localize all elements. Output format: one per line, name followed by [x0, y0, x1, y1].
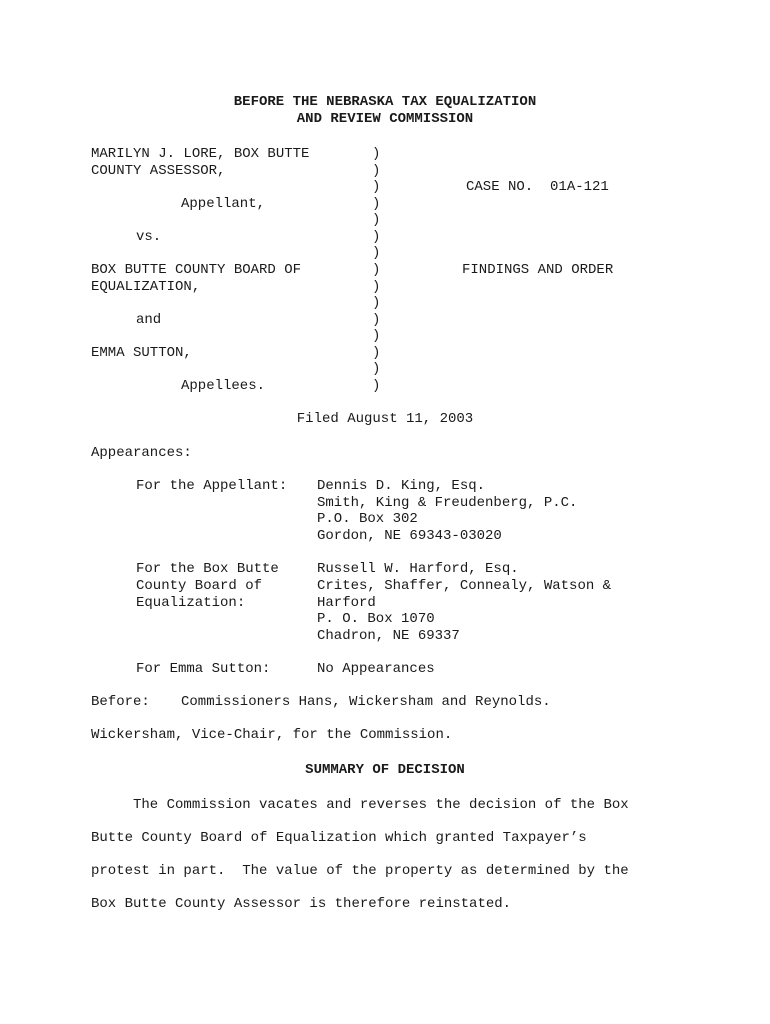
- appearance-label: For the Appellant:: [136, 478, 288, 494]
- caption-role-appellant: Appellant,: [181, 196, 266, 212]
- caption-paren: ): [372, 229, 381, 245]
- caption-party-line: EMMA SUTTON,: [91, 345, 192, 361]
- caption-paren: ): [372, 196, 381, 212]
- counsel-line: P.O. Box 302: [317, 511, 418, 527]
- filed-date: Filed August 11, 2003: [296, 411, 474, 427]
- caption-paren: ): [372, 279, 381, 295]
- document-type: FINDINGS AND ORDER: [462, 262, 614, 278]
- appearance-label: For Emma Sutton:: [136, 661, 271, 677]
- caption-paren: ): [372, 179, 381, 195]
- appearance-value: No Appearances: [317, 661, 435, 677]
- caption-paren: ): [372, 312, 381, 328]
- before-text: Commissioners Hans, Wickersham and Reynolds.: [181, 694, 551, 710]
- caption-party-line: COUNTY ASSESSOR,: [91, 163, 226, 179]
- caption-role-appellees: Appellees.: [181, 378, 266, 394]
- opinion-author: Wickersham, Vice-Chair, for the Commission.: [91, 727, 453, 743]
- appearance-label: County Board of: [136, 578, 263, 594]
- counsel-line: Crites, Shaffer, Connealy, Watson &: [317, 578, 612, 594]
- caption-party-line: BOX BUTTE COUNTY BOARD OF: [91, 262, 302, 278]
- counsel-line: Harford: [317, 595, 376, 611]
- caption-paren: ): [372, 146, 381, 162]
- counsel-line: Gordon, NE 69343-03020: [317, 528, 502, 544]
- caption-paren: ): [372, 361, 381, 377]
- summary-line: protest in part. The value of the property as determined by the: [91, 863, 629, 879]
- caption-paren: ): [372, 378, 381, 394]
- heading-line-2: AND REVIEW COMMISSION: [296, 111, 474, 127]
- counsel-line: Smith, King & Freudenberg, P.C.: [317, 495, 578, 511]
- before-label: Before:: [91, 694, 150, 710]
- case-number: CASE NO. 01A-121: [466, 179, 609, 195]
- caption-paren: ): [372, 345, 381, 361]
- caption-paren: ): [372, 328, 381, 344]
- summary-line: Butte County Board of Equalization which granted Taxpayer’s: [91, 830, 587, 846]
- counsel-line: Dennis D. King, Esq.: [317, 478, 486, 494]
- counsel-line: Russell W. Harford, Esq.: [317, 561, 519, 577]
- caption-paren: ): [372, 262, 381, 278]
- caption-party-line: MARILYN J. LORE, BOX BUTTE: [91, 146, 310, 162]
- caption-paren: ): [372, 212, 381, 228]
- heading-line-1: BEFORE THE NEBRASKA TAX EQUALIZATION: [233, 94, 537, 110]
- caption-paren: ): [372, 295, 381, 311]
- summary-line: Box Butte County Assessor is therefore reinstated.: [91, 896, 512, 912]
- caption-versus: vs.: [136, 229, 162, 245]
- summary-heading: SUMMARY OF DECISION: [305, 762, 465, 778]
- appearance-label: For the Box Butte: [136, 561, 279, 577]
- summary-line: The Commission vacates and reverses the decision of the Box: [91, 797, 629, 813]
- caption-and: and: [136, 312, 162, 328]
- caption-paren: ): [372, 163, 381, 179]
- counsel-line: Chadron, NE 69337: [317, 628, 460, 644]
- counsel-line: P. O. Box 1070: [317, 611, 435, 627]
- caption-paren: ): [372, 245, 381, 261]
- caption-party-line: EQUALIZATION,: [91, 279, 201, 295]
- appearances-label: Appearances:: [91, 445, 192, 461]
- appearance-label: Equalization:: [136, 595, 246, 611]
